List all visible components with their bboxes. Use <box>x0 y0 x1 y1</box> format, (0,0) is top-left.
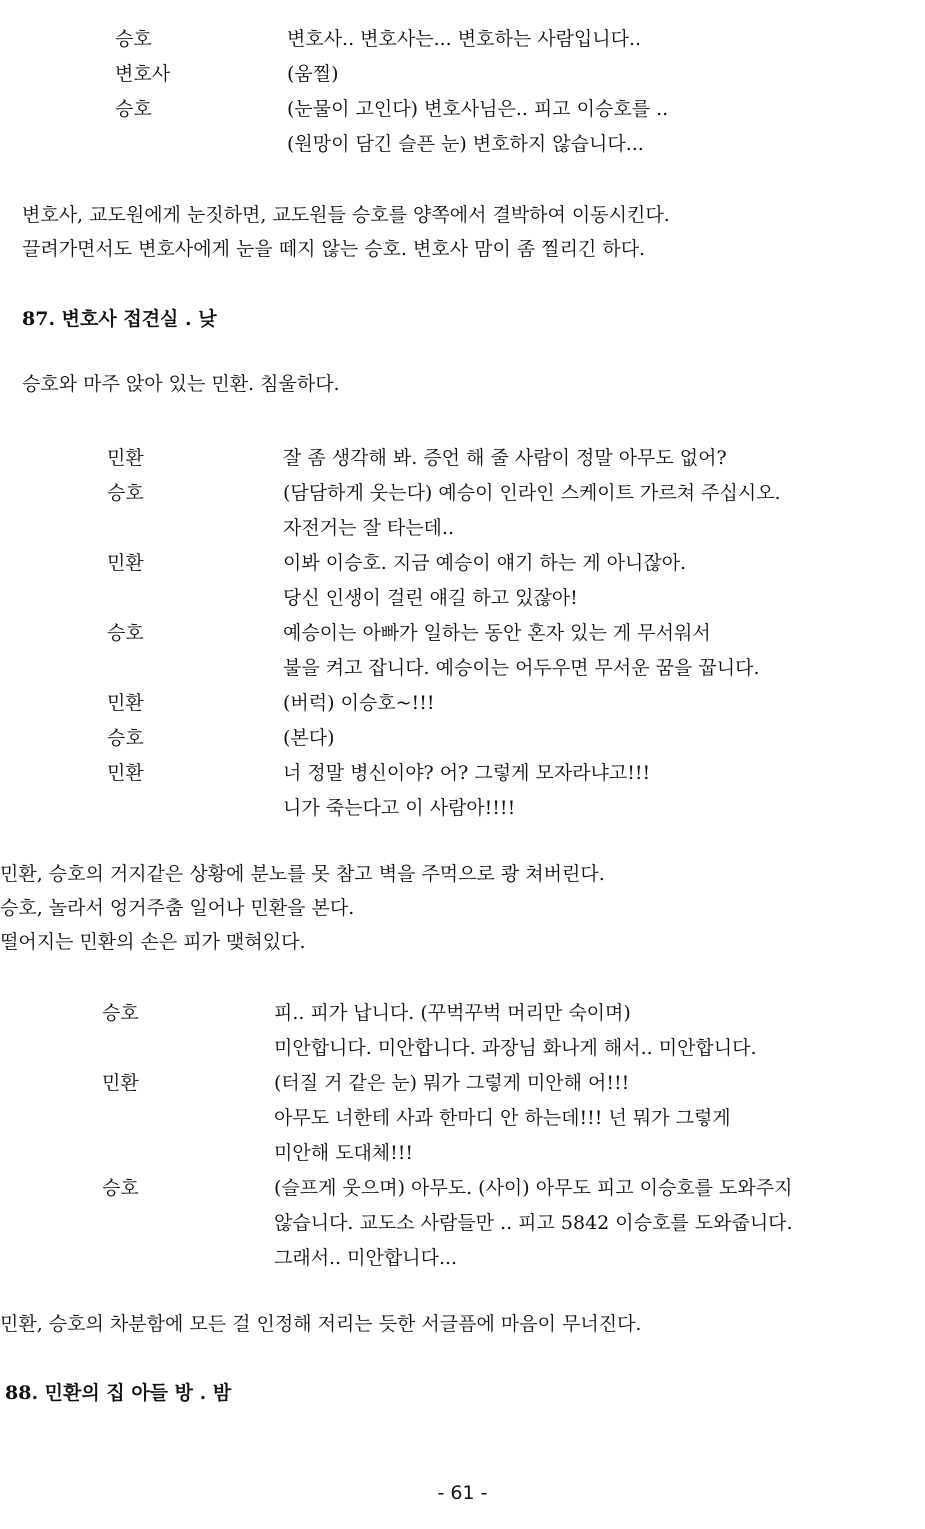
speaker-name: 승호 <box>102 1177 139 1199</box>
dialogue-line: 않습니다. 교도소 사람들만 .. 피고 5842 이승호를 도와줍니다. <box>274 1212 793 1234</box>
dialogue-row <box>107 581 907 616</box>
dialogue-row <box>107 756 907 791</box>
dialogue-line: (슬프게 웃으며) 아무도. (사이) 아무도 피고 이승호를 도와주지 <box>274 1177 793 1199</box>
speaker-name: 승호 <box>115 28 152 50</box>
dialogue-row <box>115 92 895 127</box>
speaker-name: 승호 <box>107 622 144 644</box>
dialogue-row <box>115 22 895 57</box>
dialogue-line: 예승이는 아빠가 일하는 동안 혼자 있는 게 무서워서 <box>283 622 711 644</box>
dialogue-line: (눈물이 고인다) 변호사님은.. 피고 이승호를 .. <box>287 98 669 120</box>
dialogue-row <box>107 476 907 511</box>
page-number: - 61 - <box>437 1482 488 1504</box>
dialogue-row <box>107 651 907 686</box>
action-line: 떨어지는 민환의 손은 피가 맺혀있다. <box>0 931 306 953</box>
dialogue-line: (원망이 담긴 슬픈 눈) 변호하지 않습니다... <box>287 133 644 155</box>
dialogue-row <box>115 127 895 162</box>
dialogue-line: 불을 켜고 잡니다. 예승이는 어두우면 무서운 꿈을 꿉니다. <box>283 657 760 679</box>
speaker-name: 민환 <box>107 552 144 574</box>
dialogue-row <box>107 546 907 581</box>
speaker-name: 승호 <box>107 727 144 749</box>
dialogue-row <box>107 441 907 476</box>
dialogue-row <box>107 616 907 651</box>
dialogue-line: (터질 거 같은 눈) 뭐가 그렇게 미안해 어!!! <box>274 1072 630 1094</box>
dialogue-line: 이봐 이승호. 지금 예승이 얘기 하는 게 아니잖아. <box>283 552 687 574</box>
dialogue-line: 미안합니다. 미안합니다. 과장님 화나게 해서.. 미안합니다. <box>274 1037 757 1059</box>
dialogue-row <box>107 791 907 826</box>
dialogue-row <box>115 57 895 92</box>
dialogue-line: 아무도 너한테 사과 한마디 안 하는데!!! 넌 뭐가 그렇게 <box>274 1107 731 1129</box>
dialogue-row <box>107 686 907 721</box>
dialogue-row <box>102 1066 917 1101</box>
dialogue-line: 그래서.. 미안합니다... <box>274 1247 458 1269</box>
dialogue-line: (본다) <box>283 727 335 749</box>
dialogue-line: 자전거는 잘 타는데.. <box>283 517 454 539</box>
dialogue-row <box>102 1171 917 1206</box>
dialogue-line: (움찔) <box>287 63 339 85</box>
dialogue-block-1 <box>115 22 895 162</box>
speaker-name: 민환 <box>107 447 144 469</box>
action-line: 승호, 놀라서 엉거주춤 일어나 민환을 본다. <box>0 897 355 919</box>
dialogue-line: 미안해 도대체!!! <box>274 1142 414 1164</box>
dialogue-row <box>102 1241 917 1276</box>
dialogue-line: 니가 죽는다고 이 사람아!!!! <box>283 797 516 819</box>
action-line: 민환, 승호의 차분함에 모든 걸 인정해 저리는 듯한 서글픔에 마음이 무너진다. <box>0 1313 642 1335</box>
action-line: 변호사, 교도원에게 눈짓하면, 교도원들 승호를 양쪽에서 결박하여 이동시킨다. <box>22 204 670 226</box>
speaker-name: 변호사 <box>115 63 171 85</box>
scene-heading: 87. 변호사 접견실 . 낮 <box>22 308 217 330</box>
action-line: 민환, 승호의 거지같은 상황에 분노를 못 참고 벽을 주먹으로 쾅 쳐버린다. <box>0 863 605 885</box>
dialogue-row <box>102 1136 917 1171</box>
dialogue-row <box>107 511 907 546</box>
dialogue-row <box>102 1206 917 1241</box>
speaker-name: 민환 <box>102 1072 139 1094</box>
speaker-name: 승호 <box>107 482 144 504</box>
dialogue-line: 당신 인생이 걸린 얘길 하고 있잖아! <box>283 587 578 609</box>
speaker-name: 민환 <box>107 762 144 784</box>
action-line: 끌려가면서도 변호사에게 눈을 떼지 않는 승호. 변호사 맘이 좀 찔리긴 하다. <box>22 238 646 260</box>
dialogue-block-2 <box>107 441 907 826</box>
speaker-name: 승호 <box>115 98 152 120</box>
dialogue-row <box>107 721 907 756</box>
action-line: 승호와 마주 앉아 있는 민환. 침울하다. <box>22 373 340 395</box>
dialogue-line: (담담하게 웃는다) 예승이 인라인 스케이트 가르쳐 주십시오. <box>283 482 781 504</box>
dialogue-block-3 <box>102 996 917 1276</box>
speaker-name: 승호 <box>102 1002 139 1024</box>
dialogue-row <box>102 1031 917 1066</box>
dialogue-line: 변호사.. 변호사는... 변호하는 사람입니다.. <box>287 28 642 50</box>
dialogue-line: 잘 좀 생각해 봐. 증언 해 줄 사람이 정말 아무도 없어? <box>283 447 727 469</box>
speaker-name: 민환 <box>107 692 144 714</box>
dialogue-row <box>102 1101 917 1136</box>
scene-heading: 88. 민환의 집 아들 방 . 밤 <box>5 1382 232 1404</box>
dialogue-line: 너 정말 병신이야? 어? 그렇게 모자라냐고!!! <box>283 762 651 784</box>
dialogue-row <box>102 996 917 1031</box>
dialogue-line: (버럭) 이승호~!!! <box>283 692 435 714</box>
dialogue-line: 피.. 피가 납니다. (꾸벅꾸벅 머리만 숙이며) <box>274 1002 631 1024</box>
